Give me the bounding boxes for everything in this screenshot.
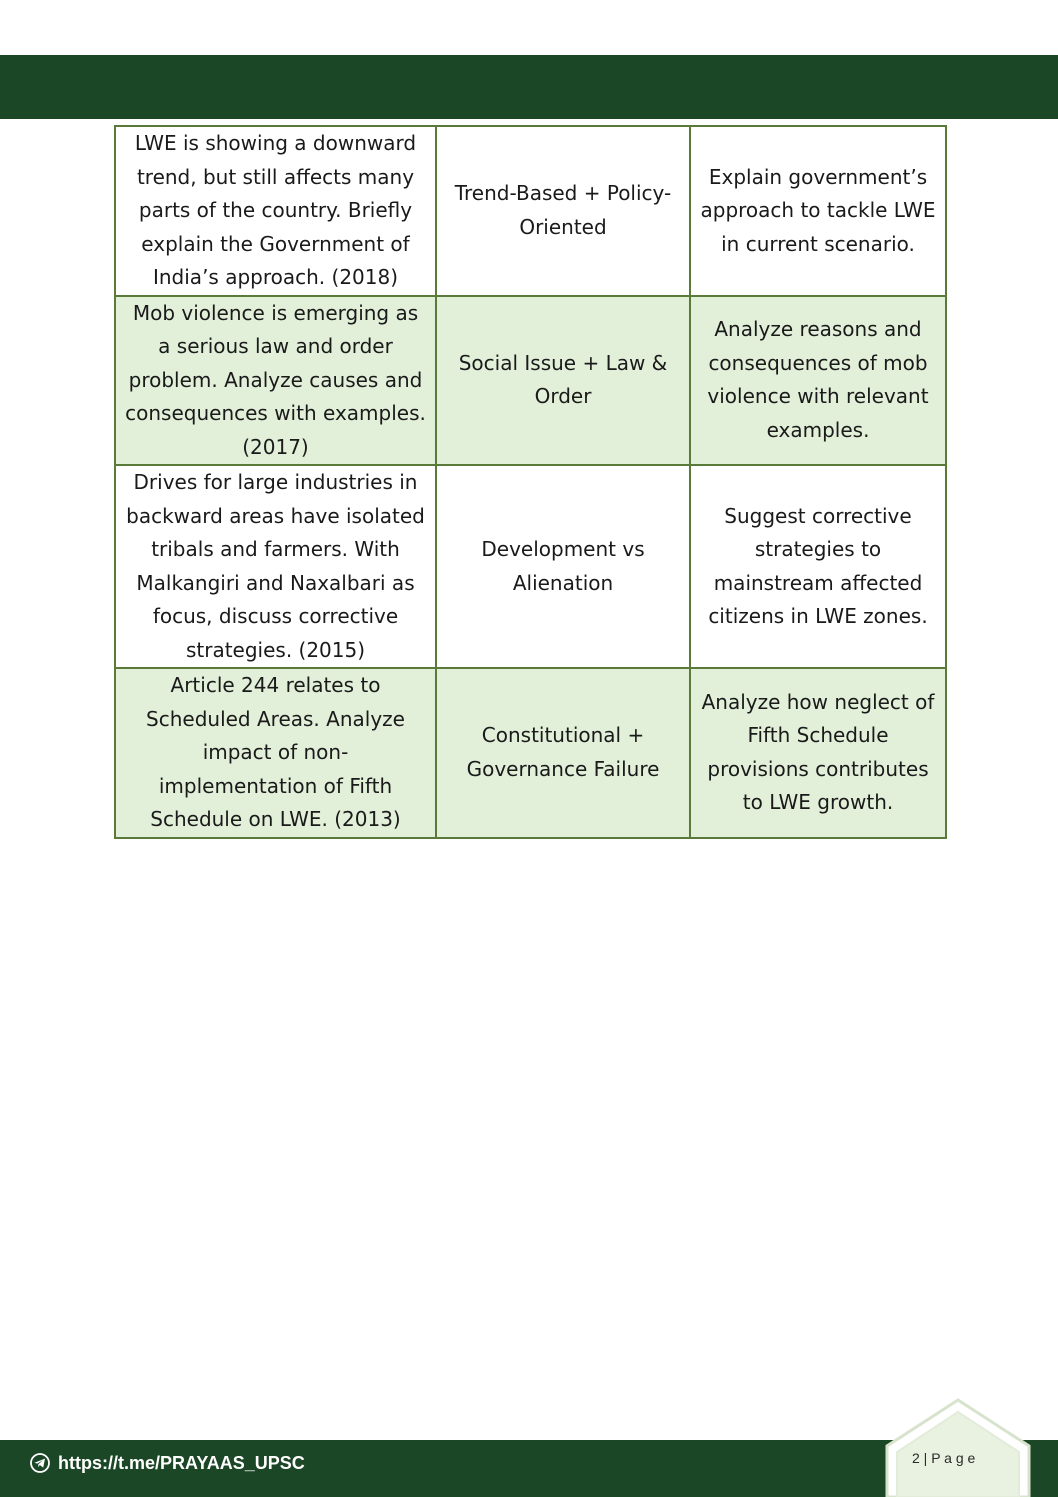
telegram-link[interactable] bbox=[30, 1451, 305, 1475]
table-row bbox=[115, 296, 946, 466]
approach-cell: Suggest corrective strategies to mainstream affected citizens in LWE zones. bbox=[690, 465, 946, 668]
theme-cell: Trend-Based + Policy-Oriented bbox=[436, 126, 690, 296]
table-row bbox=[115, 126, 946, 296]
approach-cell: Analyze how neglect of Fifth Schedule provisions contributes to LWE growth. bbox=[690, 668, 946, 838]
approach-cell: Analyze reasons and consequences of mob violence with relevant examples. bbox=[690, 296, 946, 466]
table-row bbox=[115, 465, 946, 668]
question-cell: LWE is showing a downward trend, but still affects many parts of the country. Briefly explain the Government of India’s approach. (2018) bbox=[115, 126, 436, 296]
header-band bbox=[0, 55, 1058, 119]
telegram-icon bbox=[30, 1453, 50, 1473]
theme-cell: Development vs Alienation bbox=[436, 465, 690, 668]
telegram-link-text: https://t.me/PRAYAAS_UPSC bbox=[58, 1452, 305, 1473]
questions-table bbox=[114, 125, 947, 839]
page-number: 2 | P a g e bbox=[912, 1450, 976, 1466]
theme-cell: Constitutional + Governance Failure bbox=[436, 668, 690, 838]
question-cell: Mob violence is emerging as a serious law and order problem. Analyze causes and consequences with examples. (2017) bbox=[115, 296, 436, 466]
approach-cell: Explain government’s approach to tackle LWE in current scenario. bbox=[690, 126, 946, 296]
table-row bbox=[115, 668, 946, 838]
theme-cell: Social Issue + Law & Order bbox=[436, 296, 690, 466]
page-number-badge bbox=[885, 1398, 1031, 1497]
question-cell: Article 244 relates to Scheduled Areas. Analyze impact of non-implementation of Fifth Schedule on LWE. (2013) bbox=[115, 668, 436, 838]
question-cell: Drives for large industries in backward areas have isolated tribals and farmers. With Malkangiri and Naxalbari as focus, discuss corrective strategies. (2015) bbox=[115, 465, 436, 668]
